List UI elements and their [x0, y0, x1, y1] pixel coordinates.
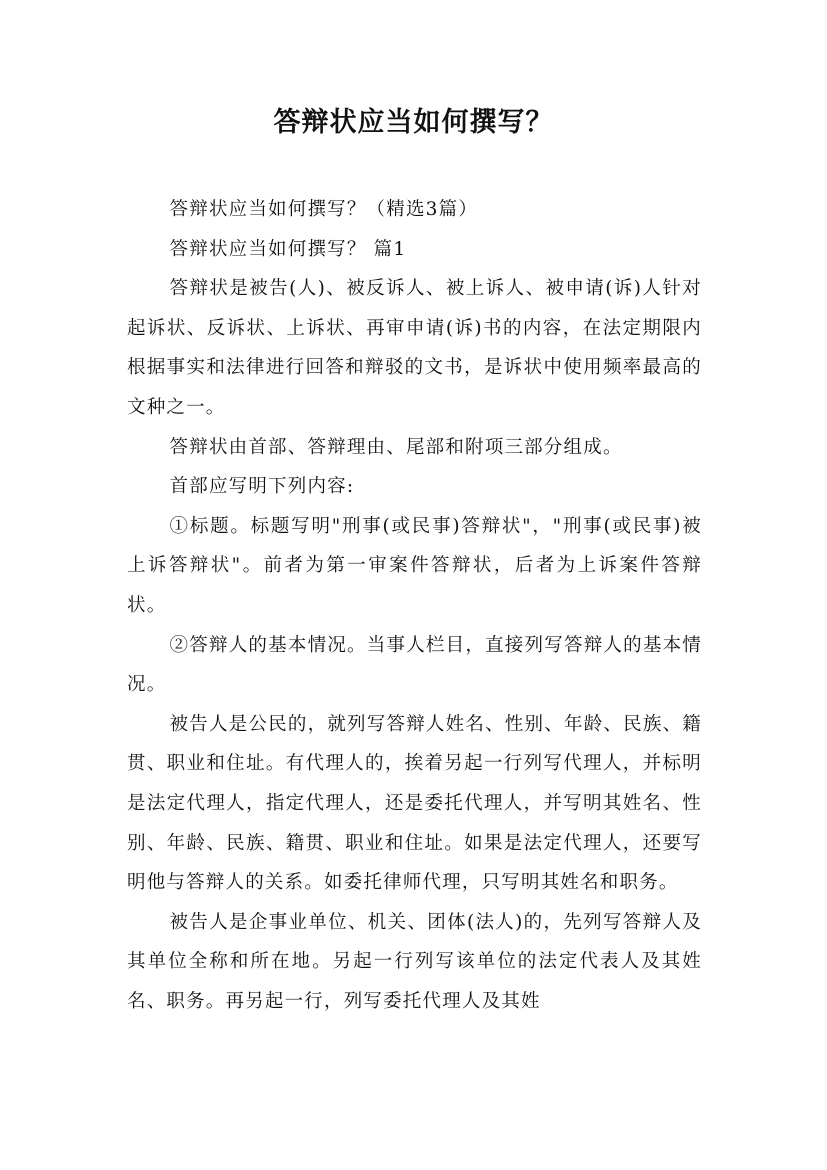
paragraph-subtitle: 答辩状应当如何撰写？（精选3篇） [169, 199, 479, 220]
paragraph-header-intro: 首部应写明下列内容: [169, 476, 355, 498]
paragraph-structure: 答辩状由首部、答辩理由、尾部和附项三部分组成。 [169, 436, 623, 458]
document-body [127, 190, 702, 1021]
paragraph-definition: 答辩状是被告(人)、被反诉人、被上诉人、被申请(诉)人针对起诉状、反诉状、上诉状、再审申请(诉)书的内容，在法定期限内根据事实和法律进行回答和辩驳的文书，是诉状中使用频率最高的文种之一。 [127, 278, 702, 418]
paragraph-item-title: ①标题。标题写明"刑事(或民事)答辩状"，"刑事(或民事)被上诉答辩状"。前者为第一审案件答辩状，后者为上诉案件答辩状。 [127, 515, 702, 616]
paragraph-section-heading: 答辩状应当如何撰写？ 篇1 [169, 238, 407, 260]
paragraph-item-respondent: ②答辩人的基本情况。当事人栏目，直接列写答辩人的基本情况。 [127, 634, 702, 696]
paragraph-citizen-defendant: 被告人是公民的，就列写答辩人姓名、性别、年龄、民族、籍贯、职业和住址。有代理人的，挨着另起一行列写代理人，并标明是法定代理人，指定代理人，还是委托代理人，并写明其姓名、性别、年龄、民族、籍贯、职业和住址。如果是法定代理人，还要写明他与答辩人的关系。如委托律师代理，只写明其姓名和职务。 [127, 713, 702, 894]
document-title: 答辩状应当如何撰写？ [273, 107, 554, 138]
paragraph-entity-defendant: 被告人是企事业单位、机关、团体(法人)的，先列写答辩人及其单位全称和所在地。另起一行列写该单位的法定代表人及其姓名、职务。再另起一行，列写委托代理人及其姓 [127, 911, 702, 1012]
